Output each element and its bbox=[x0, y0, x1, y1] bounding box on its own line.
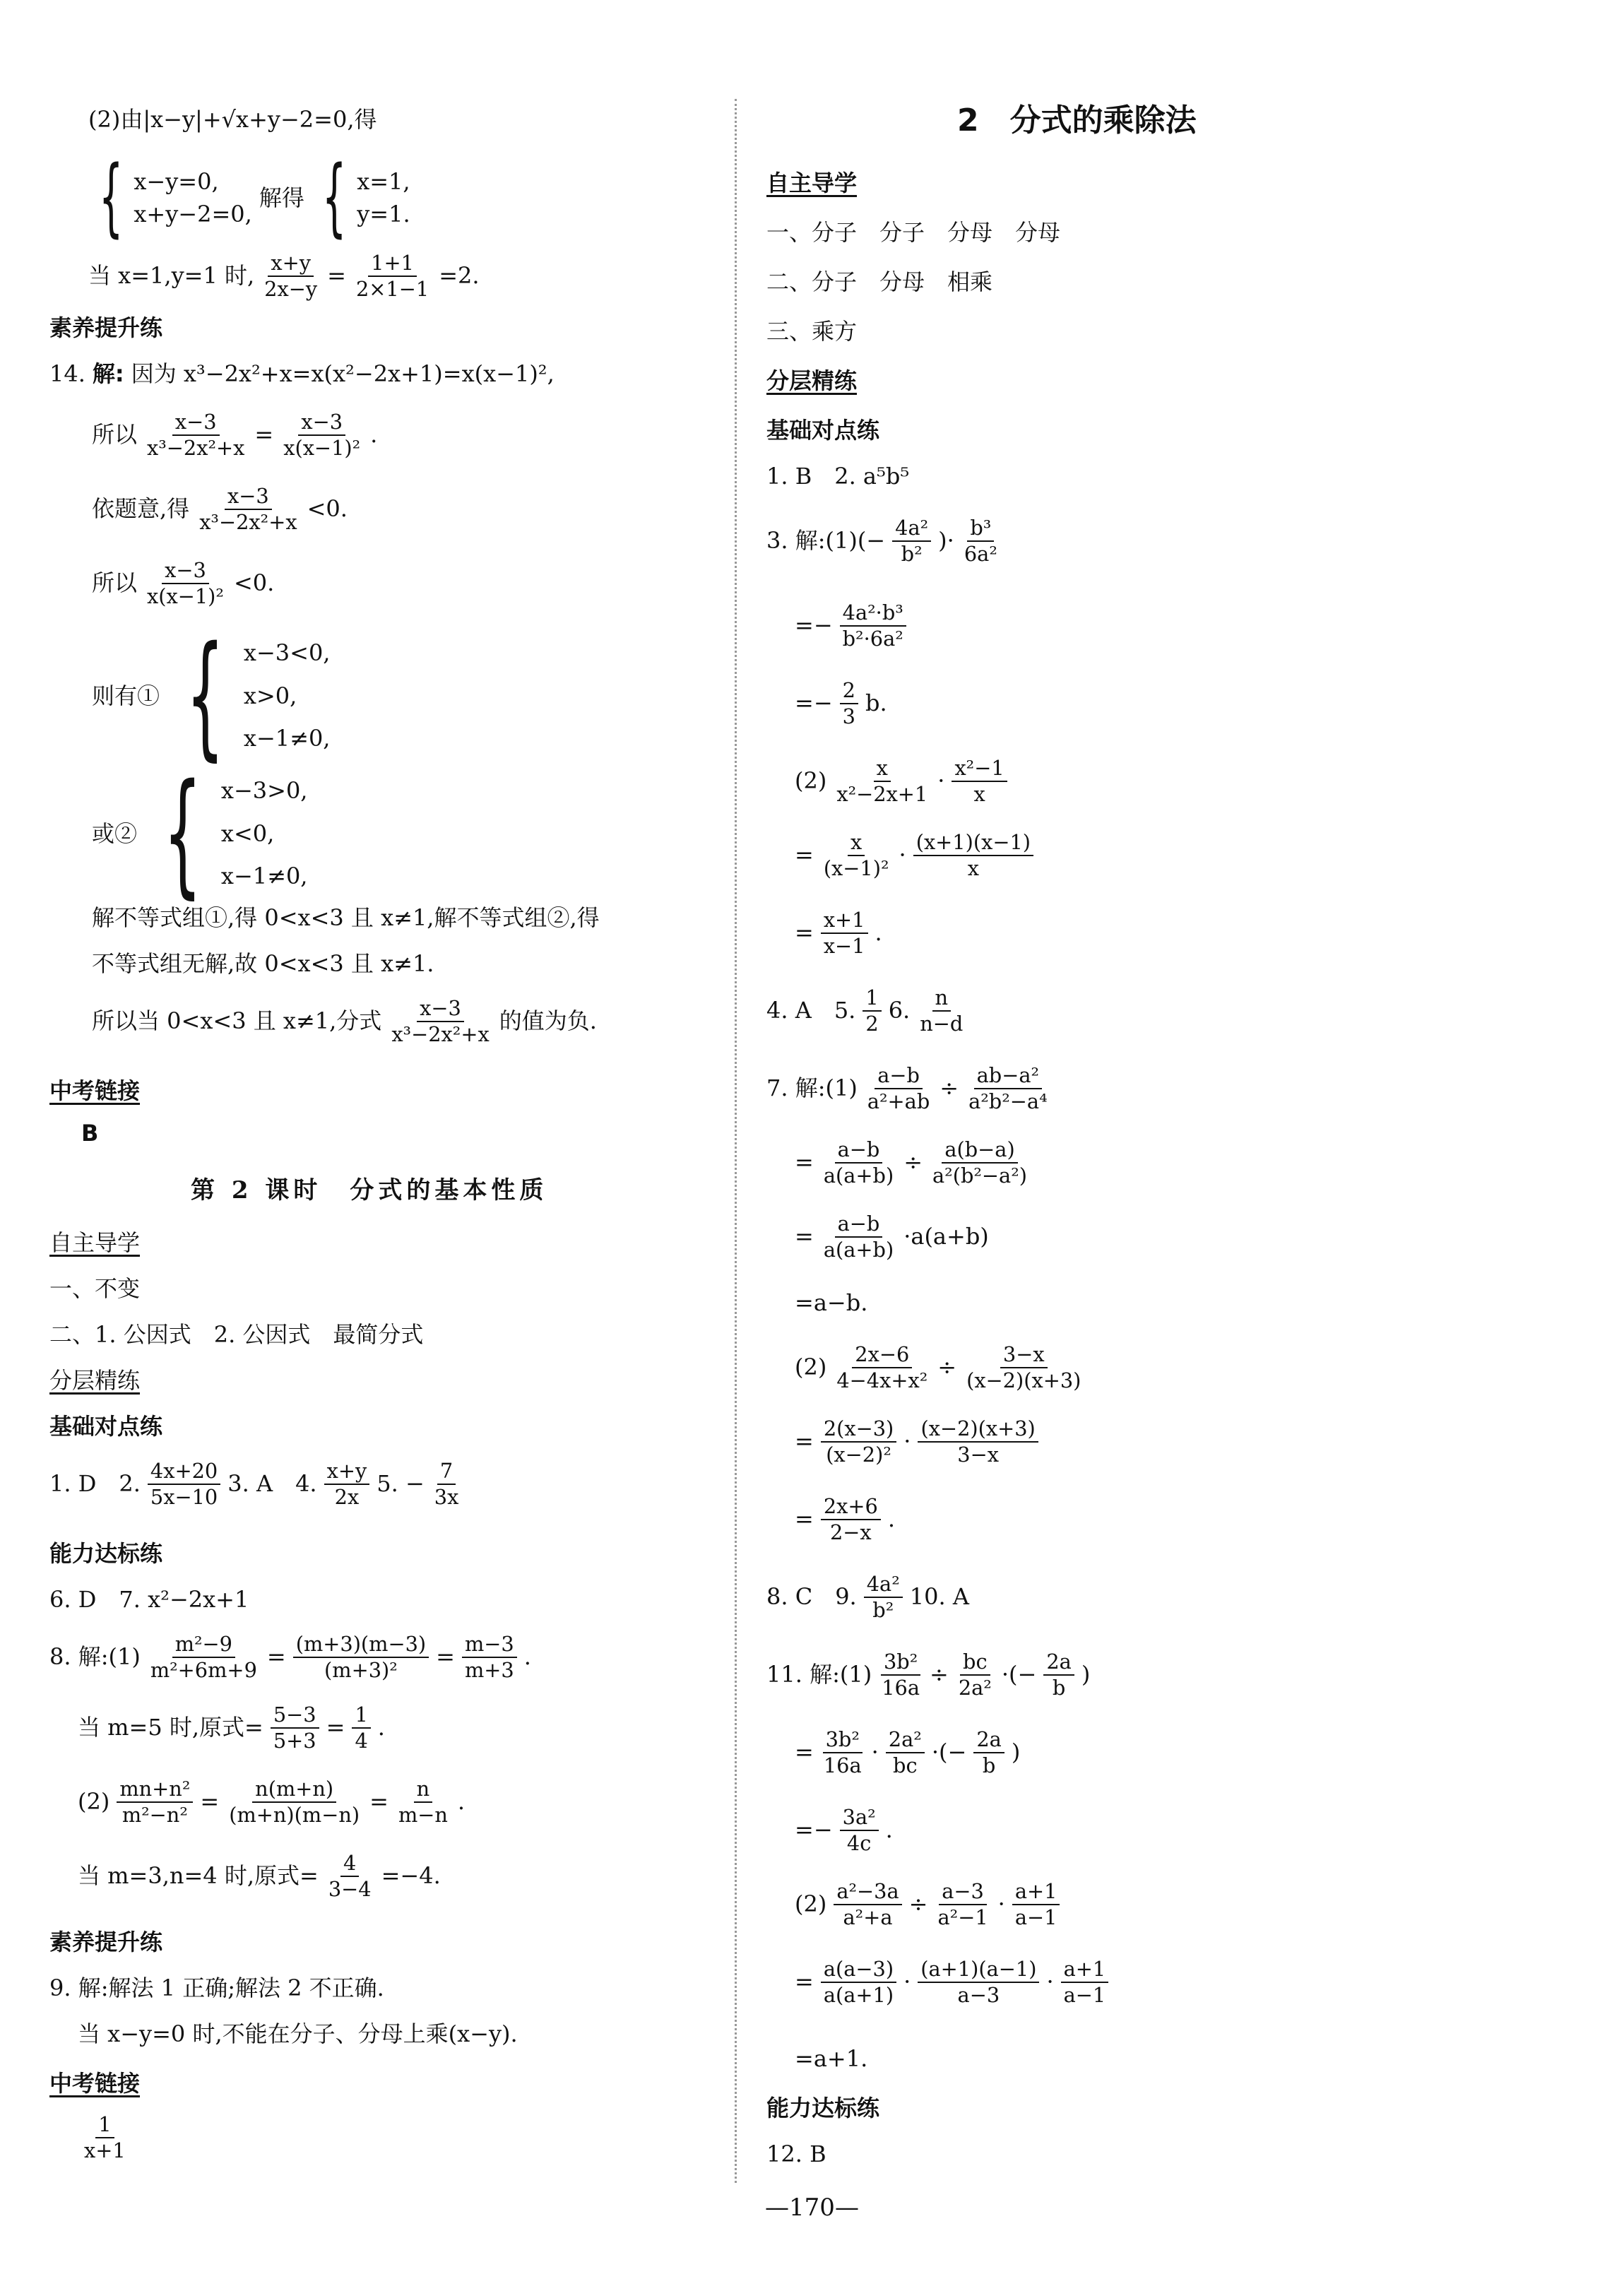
column-divider bbox=[735, 99, 737, 2183]
heading-zizhu: 自主导学 bbox=[49, 1229, 141, 1256]
q3-line3: =− $\frac{2}{3}$ b. bbox=[795, 678, 887, 728]
nengli-answers: 6. D 7. x²−2x+1 bbox=[49, 1586, 249, 1613]
page-number: —170— bbox=[765, 2194, 859, 2222]
q11-line2: = $\frac{\text{3b²}}{16a}$ · $\frac{\text{2a²}}{bc}$ ·(− $\frac{2a}{b}$ ) bbox=[795, 1727, 1021, 1777]
answers-1-2: 1. B 2. a⁵b⁵ bbox=[766, 463, 910, 490]
q14-line7: 所以当 0<x<3 且 x≠1,分式 $\frac{x-3}{\text{x³−2x²+x}}$ 的值为负. bbox=[92, 996, 597, 1046]
section-title: 2 分式的乘除法 bbox=[957, 102, 1197, 138]
zizhu-r-1: 一、分子 分子 分母 分母 bbox=[766, 219, 1061, 246]
q13-result: 当 x=1,y=1 时, $\frac{x+y}{2x-y}$ = $\frac{1+1}{2\times 1-1}$ =2. bbox=[88, 251, 480, 301]
section-title-lesson2: 第 2 课时 分式的基本性质 bbox=[191, 1176, 548, 1204]
answers-8-10: 8. C 9. $\frac{\text{4a²}}{\text{b²}}$ 10. A bbox=[766, 1572, 969, 1622]
q14-line5: 解不等式组①,得 0<x<3 且 x≠1,解不等式组②,得 bbox=[92, 904, 600, 931]
q8-part1: 8. 解:(1) $\frac{\text{m²−9}}{\text{m²+6m+9}}$ = $\frac{(m+3)(m-3)}{\text{(m+3)²}}$ = $\frac{m-3}{m+3}$ . bbox=[49, 1632, 531, 1682]
q3-part2: (2) $\frac{x}{\text{x²−2x+1}}$ · $\frac{\text{x²−1}}{x}$ bbox=[795, 756, 1007, 806]
heading-fenceng-r: 分层精练 bbox=[766, 367, 858, 394]
q14-system1: 则有① { x−3<0, x>0, x−1≠0, bbox=[92, 617, 331, 774]
q11-part2-result: =a+1. bbox=[795, 2045, 868, 2072]
q3-part2-step: = $\frac{x}{\text{(x−1)²}}$ · $\frac{(x+1)(x-1)}{x}$ bbox=[795, 830, 1033, 880]
answer-12: 12. B bbox=[766, 2141, 826, 2167]
heading-zhongkao-2: 中考链接 bbox=[49, 2070, 141, 2097]
q14-line4: 所以 $\frac{x-3}{\text{x(x−1)²}}$ <0. bbox=[92, 558, 275, 608]
q14-line6: 不等式组无解,故 0<x<3 且 x≠1. bbox=[92, 950, 434, 977]
q11-part2-step: = $\frac{a(a-3)}{a(a+1)}$ · $\frac{(a+1)(a-1)}{a-3}$ · $\frac{a+1}{a-1}$ bbox=[795, 1957, 1108, 2007]
zizhu-r-2: 二、分子 分母 相乘 bbox=[766, 268, 993, 295]
heading-suyang: 素养提升练 bbox=[49, 314, 163, 341]
q8-part2-eval: 当 m=3,n=4 时,原式= $\frac{4}{3-4}$ =−4. bbox=[78, 1851, 441, 1901]
q14-line3: 依题意,得 $\frac{x-3}{\text{x³−2x²+x}}$ <0. bbox=[92, 484, 348, 534]
q7-part2: (2) $\frac{2x-6}{\text{4−4x+x²}}$ ÷ $\frac{3-x}{(x-2)(x+3)}$ bbox=[795, 1342, 1081, 1392]
heading-fenceng: 分层精练 bbox=[49, 1367, 141, 1394]
zhongkao-2-answer: $\frac{1}{x+1}$ bbox=[84, 2112, 126, 2162]
heading-nengli-r: 能力达标练 bbox=[766, 2095, 880, 2121]
q8-part1-eval: 当 m=5 时,原式= $\frac{5-3}{5+3}$ = $\frac{1}{4}$ . bbox=[78, 1703, 385, 1753]
q7-part2-result: = $\frac{2x+6}{2-x}$ . bbox=[795, 1494, 895, 1544]
q7-line1: 7. 解:(1) $\frac{a-b}{\text{a²+ab}}$ ÷ $\frac{\text{ab−a²}}{\text{a²b²−a⁴}}$ bbox=[766, 1063, 1048, 1113]
heading-jichu: 基础对点练 bbox=[49, 1413, 163, 1440]
answers-4-6: 4. A 5. $\frac{1}{2}$ 6. $\frac{n}{n-d}$ bbox=[766, 985, 964, 1036]
jichu-answers: 1. D 2. $\frac{4x+20}{5x-10}$ 3. A 4. $\frac{x+y}{2x}$ 5. − $\frac{7}{3x}$ bbox=[49, 1459, 459, 1509]
heading-suyang-2: 素养提升练 bbox=[49, 1929, 163, 1955]
zizhu-1: 一、不变 bbox=[49, 1275, 141, 1302]
q7-part2-step: = $\frac{2(x-3)}{\text{(x−2)²}}$ · $\frac{(x-2)(x+3)}{3-x}$ bbox=[795, 1416, 1038, 1467]
q14-line2: 所以 $\frac{x-3}{\text{x³−2x²+x}}$ = $\frac{x-3}{\text{x(x−1)²}}$ . bbox=[92, 410, 378, 460]
q14-system2: 或② { x−3>0, x<0, x−1≠0, bbox=[92, 755, 308, 911]
q3-line1: 3. 解:(1)(− $\frac{\text{4a²}}{\text{b²}}$ )· $\frac{\text{b³}}{\text{6a²}}$ bbox=[766, 516, 997, 566]
q11-line3: =− $\frac{\text{3a²}}{4c}$ . bbox=[795, 1805, 893, 1855]
q11-part2: (2) $\frac{\text{a²−3a}}{\text{a²+a}}$ ÷ $\frac{a-3}{\text{a²−1}}$ · $\frac{a+1}{a-1}$ bbox=[795, 1879, 1060, 1929]
zizhu-2: 二、1. 公因式 2. 公因式 最简分式 bbox=[49, 1321, 424, 1348]
q11-line1: 11. 解:(1) $\frac{\text{3b²}}{16a}$ ÷ $\frac{bc}{\text{2a²}}$ ·(− $\frac{2a}{b}$ ) bbox=[766, 1650, 1091, 1700]
heading-zizhu-r: 自主导学 bbox=[766, 170, 858, 196]
zizhu-r-3: 三、乘方 bbox=[766, 318, 858, 345]
q13-system: { x−y=0, x+y−2=0, 解得 { x=1, y=1. bbox=[98, 148, 410, 247]
q8-part2: (2) $\frac{\text{mn+n²}}{\text{m²−n²}}$ = $\frac{n(m+n)}{(m+n)(m-n)}$ = $\frac{n}{m-n}$ . bbox=[78, 1777, 466, 1827]
zhongkao-answer: B bbox=[81, 1120, 99, 1147]
heading-jichu-r: 基础对点练 bbox=[766, 417, 880, 444]
q7-line3: = $\frac{a-b}{a(a+b)}$ ·a(a+b) bbox=[795, 1212, 989, 1262]
q13-line1: (2)由|x−y|+√x+y−2=0,得 bbox=[88, 106, 377, 133]
q3-part2-result: = $\frac{x+1}{x-1}$ . bbox=[795, 908, 882, 958]
heading-nengli: 能力达标练 bbox=[49, 1540, 163, 1567]
q14-line1: 14. 解: 因为 x³−2x²+x=x(x²−2x+1)=x(x−1)², bbox=[49, 360, 555, 387]
q9-line1: 9. 解:解法 1 正确;解法 2 不正确. bbox=[49, 1975, 384, 2001]
q9-line2: 当 x−y=0 时,不能在分子、分母上乘(x−y). bbox=[78, 2020, 518, 2047]
heading-zhongkao: 中考链接 bbox=[49, 1077, 141, 1104]
q3-line2: =− $\frac{\text{4a²·b³}}{\text{b²·6a²}}$ bbox=[795, 600, 906, 651]
q7-line4: =a−b. bbox=[795, 1289, 868, 1316]
q7-line2: = $\frac{a-b}{a(a+b)}$ ÷ $\frac{a(b-a)}{\text{a²(b²−a²)}}$ bbox=[795, 1137, 1028, 1188]
